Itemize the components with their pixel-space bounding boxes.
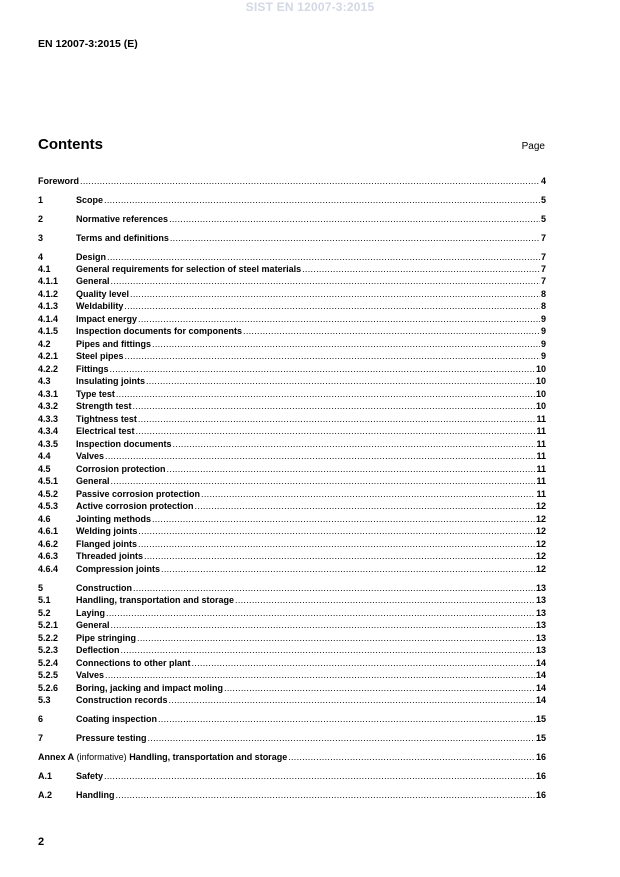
toc-entry[interactable] bbox=[38, 563, 546, 575]
toc-entry-title: Pipe stringing bbox=[76, 633, 137, 643]
toc-entry-page: 8 bbox=[540, 301, 546, 311]
toc-entry-page: 13 bbox=[535, 633, 546, 643]
toc-dot-leader bbox=[133, 582, 535, 594]
toc-entry-title: Welding joints bbox=[76, 526, 138, 536]
toc-entry-title: General requirements for selection of steel materials bbox=[76, 264, 302, 274]
toc-entry-number: 4.5 bbox=[38, 464, 51, 474]
toc-entry-annex-type: (informative) bbox=[74, 752, 130, 762]
toc-entry-page: 5 bbox=[540, 195, 546, 205]
toc-dot-leader bbox=[105, 669, 535, 681]
toc-dot-leader bbox=[136, 425, 536, 437]
toc-entry-page: 16 bbox=[535, 771, 546, 781]
toc-dot-leader bbox=[80, 175, 540, 187]
toc-dot-leader bbox=[111, 619, 535, 631]
toc-entry-title: General bbox=[76, 476, 110, 486]
toc-entry-number: 3 bbox=[38, 233, 44, 243]
toc-entry-page: 7 bbox=[540, 252, 546, 262]
toc-dot-leader bbox=[167, 463, 536, 475]
toc-dot-leader bbox=[105, 450, 535, 462]
toc-entry-number: 4.5.3 bbox=[38, 501, 59, 511]
toc-dot-leader bbox=[121, 644, 535, 656]
toc-dot-leader bbox=[125, 350, 540, 362]
toc-entry-number: 5.2.6 bbox=[38, 683, 59, 693]
toc-entry[interactable] bbox=[38, 463, 546, 475]
toc-entry-number: 4.5.2 bbox=[38, 489, 59, 499]
toc-dot-leader bbox=[195, 500, 535, 512]
toc-entry-number: 4 bbox=[38, 252, 44, 262]
toc-entry-page: 7 bbox=[540, 233, 546, 243]
toc-dot-leader bbox=[152, 513, 535, 525]
toc-entry-title: Passive corrosion protection bbox=[76, 489, 201, 499]
toc-entry-page: 9 bbox=[540, 351, 546, 361]
toc-entry-number: 5.2.5 bbox=[38, 670, 59, 680]
toc-entry-title: Steel pipes bbox=[76, 351, 124, 361]
toc-entry-title: Boring, jacking and impact moling bbox=[76, 683, 224, 693]
toc-entry-number: 5.2 bbox=[38, 608, 51, 618]
toc-entry-title: Normative references bbox=[76, 214, 169, 224]
toc-entry[interactable] bbox=[38, 732, 546, 744]
toc-entry-title: Compression joints bbox=[76, 564, 161, 574]
toc-entry-title: Pipes and fittings bbox=[76, 339, 152, 349]
toc-entry[interactable] bbox=[38, 475, 546, 487]
toc-entry[interactable] bbox=[38, 300, 546, 312]
toc-entry-number: 4.3.4 bbox=[38, 426, 59, 436]
toc-entry-title: General bbox=[76, 276, 110, 286]
toc-entry[interactable] bbox=[38, 375, 546, 387]
toc-entry[interactable] bbox=[38, 388, 546, 400]
toc-entry[interactable] bbox=[38, 263, 546, 275]
toc-entry-number: 4.3.1 bbox=[38, 389, 59, 399]
toc-entry-title bbox=[38, 751, 287, 763]
toc-entry[interactable] bbox=[38, 338, 546, 350]
toc-dot-leader bbox=[144, 550, 535, 562]
toc-entry-number: 5.2.4 bbox=[38, 658, 59, 668]
toc-entry-page: 11 bbox=[536, 414, 546, 424]
toc-entry-page: 9 bbox=[540, 339, 546, 349]
toc-entry[interactable] bbox=[38, 213, 546, 225]
toc-entry-number: 1 bbox=[38, 195, 44, 205]
page-column-label: Page bbox=[521, 141, 545, 152]
toc-entry-number: 4.6.4 bbox=[38, 564, 59, 574]
toc-entry-page: 16 bbox=[535, 790, 546, 800]
toc-entry-title: Type test bbox=[76, 389, 115, 399]
toc-entry[interactable] bbox=[38, 582, 546, 594]
toc-entry-title: Jointing methods bbox=[76, 514, 151, 524]
toc-dot-leader bbox=[152, 338, 540, 350]
toc-entry-title: Safety bbox=[76, 771, 104, 781]
toc-entry[interactable] bbox=[38, 313, 546, 325]
toc-dot-leader bbox=[243, 325, 540, 337]
toc-dot-leader bbox=[130, 288, 540, 300]
toc-dot-leader bbox=[116, 388, 535, 400]
toc-entry-number: 4.6.2 bbox=[38, 539, 59, 549]
toc-dot-leader bbox=[235, 594, 535, 606]
toc-entry-title: Construction records bbox=[76, 695, 168, 705]
toc-entry-title: Terms and definitions bbox=[76, 233, 169, 243]
toc-dot-leader bbox=[137, 632, 535, 644]
toc-entry-title: Threaded joints bbox=[76, 551, 144, 561]
toc-entry-page: 11 bbox=[536, 451, 546, 461]
toc-entry-title: Construction bbox=[76, 583, 132, 593]
toc-entry-page: 7 bbox=[540, 264, 546, 274]
toc-entry-number: 2 bbox=[38, 214, 44, 224]
toc-dot-leader bbox=[173, 438, 536, 450]
toc-entry-page: 8 bbox=[540, 289, 546, 299]
toc-entry-title: Deflection bbox=[76, 645, 120, 655]
toc-dot-leader bbox=[161, 563, 535, 575]
toc-entry-number: 4.2.2 bbox=[38, 364, 59, 374]
toc-dot-leader bbox=[146, 375, 535, 387]
toc-entry-number: 4.6 bbox=[38, 514, 51, 524]
toc-entry-title: Design bbox=[76, 252, 107, 262]
toc-entry[interactable] bbox=[38, 325, 546, 337]
toc-entry-number: A.2 bbox=[38, 790, 53, 800]
toc-entry[interactable] bbox=[38, 594, 546, 606]
toc-entry-page: 16 bbox=[535, 752, 546, 762]
toc-entry-page: 12 bbox=[535, 564, 546, 574]
toc-entry-page: 14 bbox=[535, 695, 546, 705]
toc-entry-page: 14 bbox=[535, 670, 546, 680]
toc-entry-number: 4.1.5 bbox=[38, 326, 59, 336]
toc-entry-title: Inspection documents for components bbox=[76, 326, 243, 336]
toc-entry[interactable] bbox=[38, 682, 546, 694]
toc-entry-page: 10 bbox=[535, 364, 546, 374]
toc-entry-number: 4.2 bbox=[38, 339, 51, 349]
toc-entry-title: Scope bbox=[76, 195, 104, 205]
toc-entry[interactable] bbox=[38, 400, 546, 412]
toc-entry-title: Connections to other plant bbox=[76, 658, 191, 668]
toc-entry[interactable] bbox=[38, 488, 546, 500]
toc-entry-number: 4.1.4 bbox=[38, 314, 59, 324]
toc-entry[interactable] bbox=[38, 251, 546, 263]
toc-entry-page: 13 bbox=[535, 595, 546, 605]
toc-entry[interactable] bbox=[38, 770, 546, 782]
toc-entry-number: 4.1 bbox=[38, 264, 51, 274]
toc-entry-number: 4.5.1 bbox=[38, 476, 59, 486]
toc-entry-page: 12 bbox=[535, 551, 546, 561]
toc-entry-annex-title: Handling, transportation and storage bbox=[129, 752, 288, 762]
toc-entry[interactable] bbox=[38, 275, 546, 287]
toc-entry-number: 4.1.3 bbox=[38, 301, 59, 311]
toc-entry-number: 4.3.2 bbox=[38, 401, 59, 411]
page-number: 2 bbox=[38, 836, 45, 848]
toc-dot-leader bbox=[107, 251, 540, 263]
toc-dot-leader bbox=[169, 694, 535, 706]
toc-entry-page: 13 bbox=[535, 608, 546, 618]
toc-entry-number: A.1 bbox=[38, 771, 53, 781]
toc-entry-page: 12 bbox=[535, 526, 546, 536]
toc-entry-page: 12 bbox=[535, 539, 546, 549]
toc-entry-page: 13 bbox=[535, 620, 546, 630]
watermark: SIST EN 12007-3:2015 bbox=[245, 0, 375, 14]
toc-entry[interactable] bbox=[38, 694, 546, 706]
toc-entry-title: Weldability bbox=[76, 301, 124, 311]
toc-entry[interactable] bbox=[38, 438, 546, 450]
toc-dot-leader bbox=[133, 400, 535, 412]
toc-entry-page: 13 bbox=[535, 645, 546, 655]
toc-dot-leader bbox=[288, 751, 535, 763]
toc-entry[interactable] bbox=[38, 500, 546, 512]
toc-entry[interactable] bbox=[38, 194, 546, 206]
toc-entry[interactable] bbox=[38, 538, 546, 550]
toc-entry-page: 4 bbox=[540, 176, 546, 186]
toc-entry[interactable] bbox=[38, 607, 546, 619]
toc-dot-leader bbox=[201, 488, 535, 500]
toc-entry-number: 5.2.3 bbox=[38, 645, 59, 655]
toc-entry-title: Handling bbox=[76, 790, 115, 800]
toc-entry-page: 12 bbox=[535, 501, 546, 511]
toc-dot-leader bbox=[169, 213, 540, 225]
toc-entry-page: 10 bbox=[535, 401, 546, 411]
toc-entry-page: 10 bbox=[535, 376, 546, 386]
toc-entry-title: Tightness test bbox=[76, 414, 137, 424]
toc-dot-leader bbox=[148, 732, 535, 744]
toc-dot-leader bbox=[138, 525, 535, 537]
toc-entry-page: 11 bbox=[536, 439, 546, 449]
toc-entry-number: 4.2.1 bbox=[38, 351, 59, 361]
toc-entry[interactable] bbox=[38, 513, 546, 525]
toc-entry[interactable] bbox=[38, 751, 546, 763]
toc-entry[interactable] bbox=[38, 644, 546, 656]
toc-entry-title: General bbox=[76, 620, 110, 630]
toc-entry-number: 4.3.3 bbox=[38, 414, 59, 424]
toc-entry[interactable] bbox=[38, 657, 546, 669]
toc-entry-title: Valves bbox=[76, 451, 105, 461]
toc-dot-leader bbox=[192, 657, 535, 669]
toc-entry-page: 12 bbox=[535, 514, 546, 524]
toc-entry[interactable] bbox=[38, 232, 546, 244]
toc-entry-page: 9 bbox=[540, 314, 546, 324]
toc-entry-title: Handling, transportation and storage bbox=[76, 595, 235, 605]
toc-entry-title: Quality level bbox=[76, 289, 130, 299]
toc-entry-number: 4.3.5 bbox=[38, 439, 59, 449]
toc-dot-leader bbox=[138, 413, 536, 425]
toc-entry-title: Valves bbox=[76, 670, 105, 680]
toc-entry-number: 5 bbox=[38, 583, 44, 593]
toc-dot-leader bbox=[111, 475, 536, 487]
toc-entry-title: Impact energy bbox=[76, 314, 138, 324]
toc-entry-number: 5.2.1 bbox=[38, 620, 59, 630]
toc-dot-leader bbox=[124, 300, 540, 312]
toc-entry-title: Flanged joints bbox=[76, 539, 138, 549]
document-id: EN 12007-3:2015 (E) bbox=[38, 38, 138, 50]
toc-entry-number: 4.1.2 bbox=[38, 289, 59, 299]
toc-entry-page: 11 bbox=[536, 426, 546, 436]
toc-entry-annex-label: Annex A bbox=[38, 752, 75, 762]
toc-entry[interactable] bbox=[38, 619, 546, 631]
toc-entry-page: 11 bbox=[536, 476, 546, 486]
toc-dot-leader bbox=[110, 363, 535, 375]
toc-entry[interactable] bbox=[38, 713, 546, 725]
toc-dot-leader bbox=[104, 770, 535, 782]
toc-entry-title: Strength test bbox=[76, 401, 132, 411]
toc-dot-leader bbox=[138, 313, 540, 325]
toc-entry-number: 6 bbox=[38, 714, 44, 724]
toc-entry-title: Insulating joints bbox=[76, 376, 145, 386]
toc-entry-number: 5.2.2 bbox=[38, 633, 59, 643]
toc-entry[interactable] bbox=[38, 350, 546, 362]
toc-entry[interactable] bbox=[38, 525, 546, 537]
toc-entry[interactable] bbox=[38, 363, 546, 375]
toc-dot-leader bbox=[104, 194, 540, 206]
toc-entry-number: 4.1.1 bbox=[38, 276, 59, 286]
toc-entry[interactable] bbox=[38, 413, 546, 425]
toc-entry-number: 7 bbox=[38, 733, 44, 743]
toc-entry-title: Inspection documents bbox=[76, 439, 172, 449]
toc-entry-title: Foreword bbox=[38, 176, 80, 186]
toc-dot-leader bbox=[116, 789, 535, 801]
toc-entry[interactable] bbox=[38, 550, 546, 562]
toc-entry-title: Pressure testing bbox=[76, 733, 147, 743]
toc-entry-number: 5.3 bbox=[38, 695, 51, 705]
toc-entry-page: 9 bbox=[540, 326, 546, 336]
toc-entry-title: Corrosion protection bbox=[76, 464, 166, 474]
toc-entry-number: 4.4 bbox=[38, 451, 51, 461]
toc-entry-title: Electrical test bbox=[76, 426, 135, 436]
toc-entry[interactable] bbox=[38, 789, 546, 801]
toc-entry-page: 15 bbox=[535, 714, 546, 724]
toc-entry-page: 11 bbox=[536, 489, 546, 499]
toc-entry-page: 15 bbox=[535, 733, 546, 743]
toc-entry-number: 4.6.3 bbox=[38, 551, 59, 561]
toc-entry-page: 11 bbox=[536, 464, 546, 474]
toc-entry-page: 13 bbox=[535, 583, 546, 593]
toc-entry[interactable] bbox=[38, 425, 546, 437]
toc-entry-page: 14 bbox=[535, 658, 546, 668]
toc-dot-leader bbox=[158, 713, 535, 725]
toc-entry-page: 10 bbox=[535, 389, 546, 399]
toc-entry[interactable] bbox=[38, 450, 546, 462]
toc-entry[interactable] bbox=[38, 175, 546, 187]
toc-entry-page: 7 bbox=[540, 276, 546, 286]
toc-entry-title: Coating inspection bbox=[76, 714, 157, 724]
toc-entry-number: 4.6.1 bbox=[38, 526, 59, 536]
toc-entry-number: 5.1 bbox=[38, 595, 51, 605]
toc-entry[interactable] bbox=[38, 669, 546, 681]
toc-dot-leader bbox=[302, 263, 540, 275]
toc-dot-leader bbox=[106, 607, 535, 619]
toc-entry-title: Laying bbox=[76, 608, 106, 618]
toc-entry-title: Active corrosion protection bbox=[76, 501, 194, 511]
contents-title: Contents bbox=[38, 136, 103, 153]
toc-dot-leader bbox=[138, 538, 535, 550]
toc-entry-number: 4.3 bbox=[38, 376, 51, 386]
toc-entry-page: 5 bbox=[540, 214, 546, 224]
toc-entry-page: 14 bbox=[535, 683, 546, 693]
toc-entry[interactable] bbox=[38, 288, 546, 300]
toc-dot-leader bbox=[224, 682, 535, 694]
toc-entry[interactable] bbox=[38, 632, 546, 644]
toc-entry-title: Fittings bbox=[76, 364, 109, 374]
toc-dot-leader bbox=[111, 275, 540, 287]
toc-dot-leader bbox=[170, 232, 540, 244]
